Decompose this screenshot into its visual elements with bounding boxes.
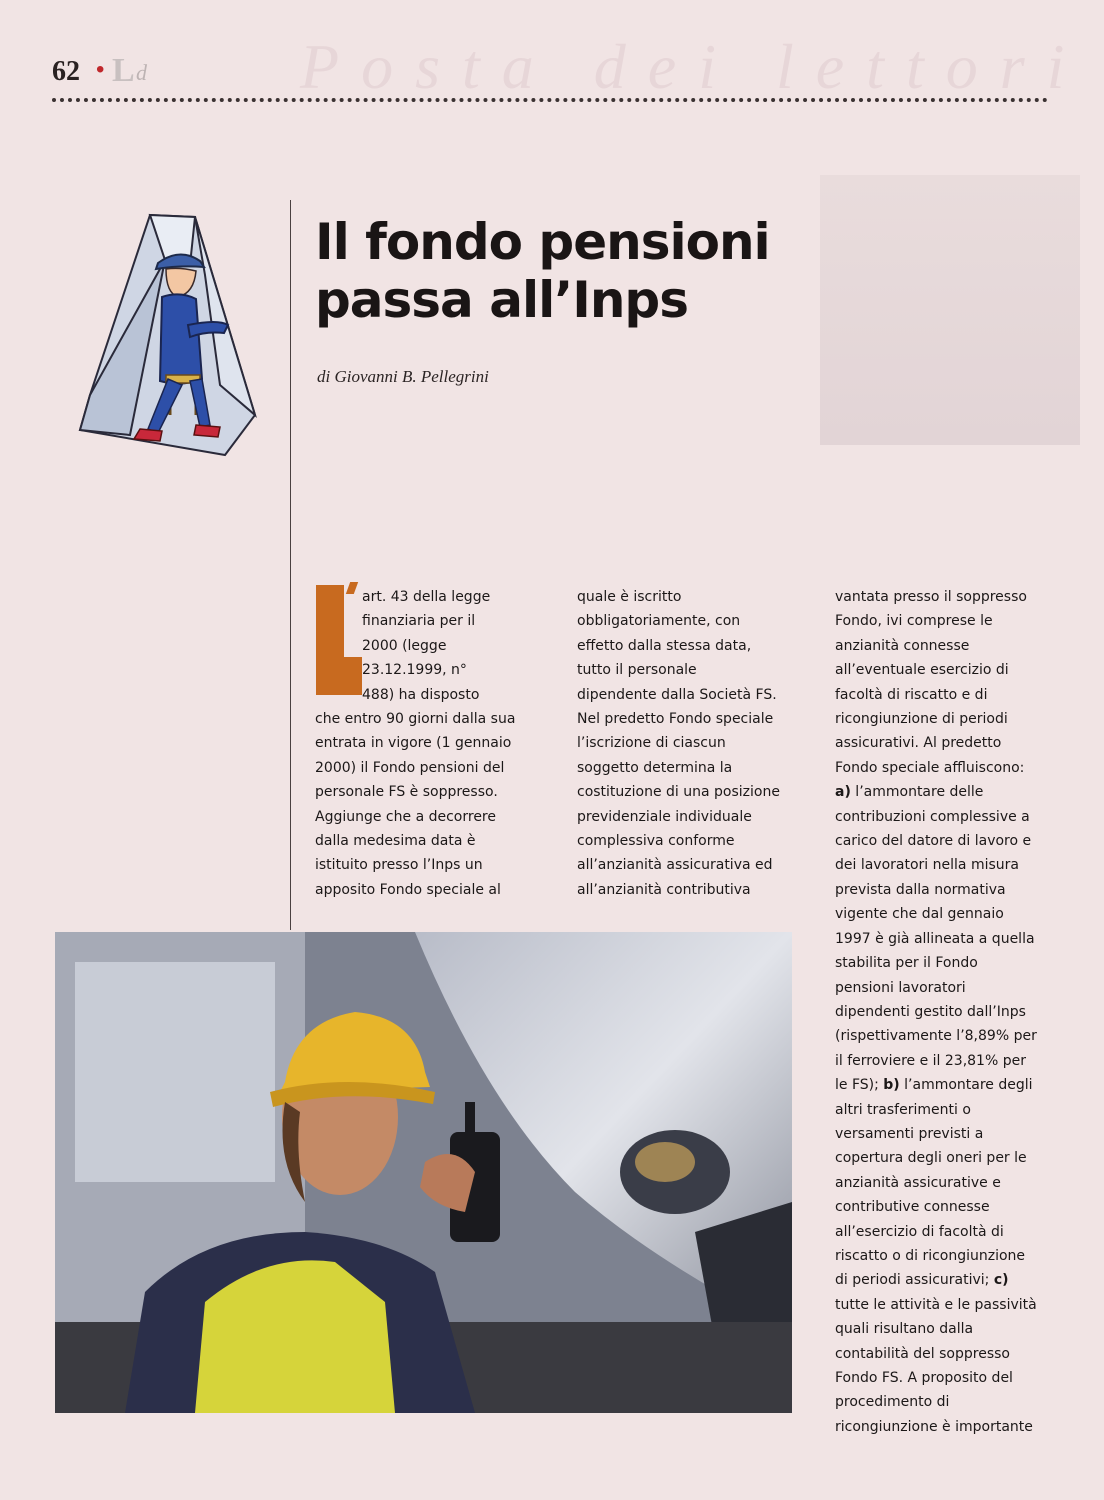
col1-line: personale FS è soppresso. [315,784,498,801]
col3-line: copertura degli oneri per le [835,1150,1027,1167]
col3-line: contabilità del soppresso [835,1345,1010,1362]
col3-line: dei lavoratori nella misura [835,857,1019,874]
col3-line: Fondo speciale affluiscono: [835,759,1025,776]
col3-line: all’eventuale esercizio di [835,662,1009,679]
col3-line: contributive connesse [835,1199,990,1216]
col2-line: obbligatoriamente, con [577,613,741,630]
col2-line: complessiva conforme [577,833,735,850]
col3-line: vantata presso il soppresso [835,589,1027,605]
col3-line: tutte le attività e le passività [835,1296,1037,1313]
article-column-3 [835,585,1060,1439]
article-column-1 [315,585,560,902]
byline: di Giovanni B. Pellegrini [317,367,489,386]
col3-line: stabilita per il Fondo [835,955,978,972]
col3-line: prevista dalla normativa [835,881,1006,898]
col3-line: di periodi assicurativi; c) [835,1272,1009,1289]
col3-line: ricongiunzione è importante [835,1418,1033,1435]
col1-line: 23.12.1999, n° [362,662,467,679]
col3-line: assicurativi. Al predetto [835,735,1002,752]
col1-line: che entro 90 giorni dalla sua [315,711,516,728]
col3-line: a) l’ammontare delle [835,784,984,801]
col1-line: entrata in vigore (1 gennaio [315,735,512,752]
col2-line: effetto dalla stessa data, [577,637,752,654]
col3-line: 1997 è già allineata a quella [835,930,1035,947]
col1-line: apposito Fondo speciale al [315,881,501,898]
col3-line: altri trasferimenti o [835,1101,971,1118]
col2-line: costituzione di una posizione [577,784,780,801]
col1-line: 2000 (legge [362,637,447,654]
col3-line: quali risultano dalla [835,1321,974,1338]
title-line-1: Il fondo pensioni [315,213,770,271]
illustration-paper-shelter [70,205,270,475]
col2-line: dipendente dalla Società FS. [577,686,777,703]
col3-line: pensioni lavoratori [835,979,966,996]
col2-line: tutto il personale [577,662,697,679]
photo-scene [55,932,792,1413]
col3-line: le FS); b) l’ammontare degli [835,1077,1033,1094]
col2-line: soggetto determina la [577,759,733,776]
col3-line: contribuzioni complessive a [835,808,1030,825]
col1-line: Aggiunge che a decorrere [315,808,496,825]
col3-line: Fondo FS. A proposito del [835,1370,1013,1386]
col3-line: (rispettivamente l’8,89% per [835,1028,1037,1045]
col3-line: ricongiunzione di periodi [835,711,1008,728]
col3-line: anzianità connesse [835,637,970,654]
col1-line: 2000) il Fondo pensioni del [315,759,505,776]
col3-line: anzianità assicurative e [835,1174,1001,1191]
col2-line: l’iscrizione di ciascun [577,735,726,752]
col2-line: previdenziale individuale [577,808,752,825]
col3-line: riscatto o di ricongiunzione [835,1247,1026,1264]
col1-line: istituito presso l’Inps un [315,857,483,874]
col3-line: procedimento di [835,1394,950,1411]
col3-line: all’esercizio di facoltà di [835,1223,1004,1240]
col2-line: Nel predetto Fondo speciale [577,711,774,728]
col1-line: art. 43 della legge [362,589,491,605]
section-title: Posta dei lettori [300,31,1087,102]
col3-line: carico del datore di lavoro e [835,833,1032,850]
col1-line: finanziaria per il [362,613,476,630]
page-number: 62 [52,56,80,87]
column-rule [290,200,291,930]
bullet-dot: • [96,56,105,83]
header-divider [52,98,1048,102]
col3-line: Fondo, ivi comprese le [835,613,993,630]
photo-railway-worker [55,932,792,1413]
ghost-panel [820,175,1080,445]
col3-line: dipendenti gestito dall’Inps [835,1003,1026,1020]
col2-line: all’anzianità contributiva [577,881,751,898]
title-line-2: passa all’Inps [315,271,688,329]
magazine-logo-suffix: d [136,60,147,85]
col3-line: vigente che dal gennaio [835,906,1004,923]
col1-line: dalla medesima data è [315,833,476,850]
col2-line: quale è iscritto [577,589,682,605]
col2-line: all’anzianità assicurativa ed [577,857,773,874]
col3-line: il ferroviere e il 23,81% per [835,1052,1026,1069]
article-title [315,213,835,329]
col3-line: facoltà di riscatto e di [835,686,988,703]
col3-line: versamenti previsti a [835,1125,984,1142]
col1-line: 488) ha disposto [362,686,480,703]
magazine-logo-initial: L [112,52,135,89]
article-column-2 [577,585,817,902]
